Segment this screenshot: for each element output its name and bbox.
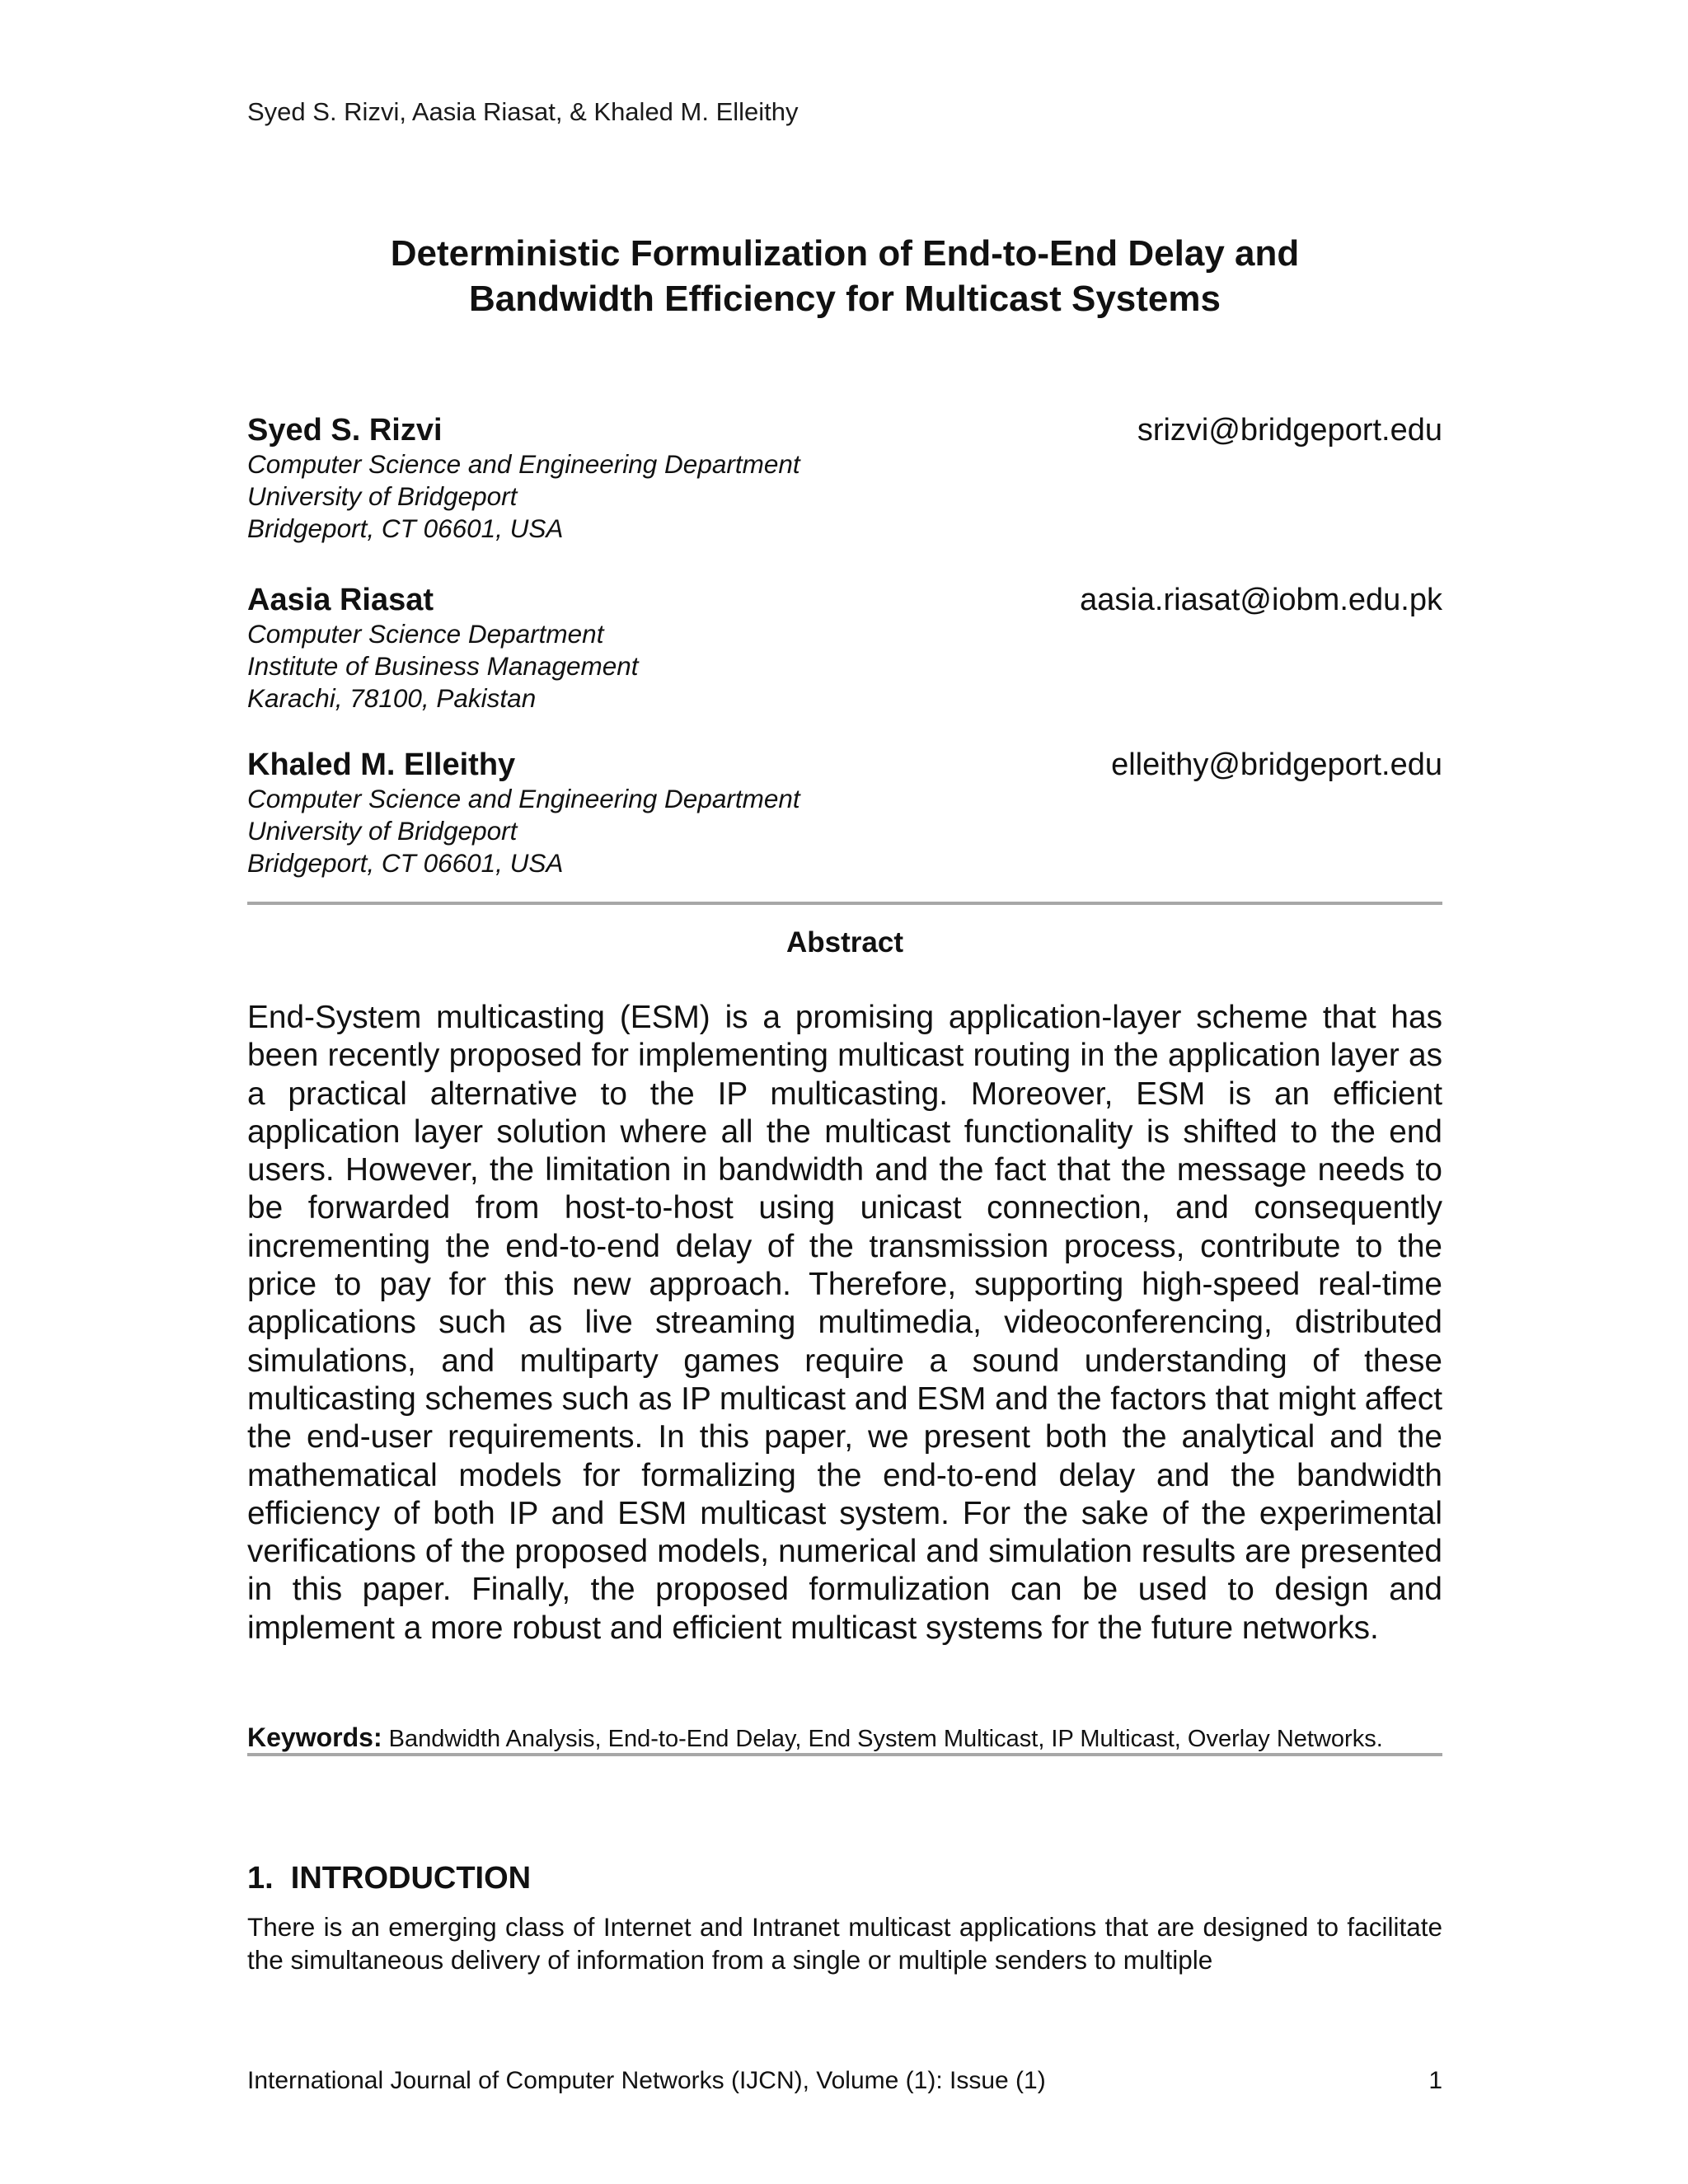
section-heading-introduction: 1. INTRODUCTION (247, 1861, 532, 1896)
keywords-text: Bandwidth Analysis, End-to-End Delay, End System Multicast, IP Multicast, Overlay Networks. (388, 1726, 1383, 1752)
footer-journal: International Journal of Computer Networks (IJCN), Volume (1): Issue (1) (247, 2067, 1046, 2094)
page-number: 1 (1428, 2067, 1442, 2094)
paper-title (247, 231, 1442, 321)
title-line-2: Bandwidth Efficiency for Multicast Systems (469, 279, 1221, 319)
author-name: Syed S. Rizvi (247, 413, 443, 448)
running-head: Syed S. Rizvi, Aasia Riasat, & Khaled M. Elleithy (247, 97, 799, 126)
author-block-2 (247, 582, 1442, 715)
author-block-1 (247, 412, 1442, 545)
author-location: Bridgeport, CT 06601, USA (247, 848, 564, 878)
author-name: Khaled M. Elleithy (247, 748, 516, 782)
author-institution: University of Bridgeport (247, 481, 518, 511)
abstract-body: End-System multicasting (ESM) is a promising application-layer scheme that has been recently proposed for implementing multicast routing in the application layer as a practical alternative to the IP multicasting. Moreover, ESM is an efficient application layer solution where all the multicast functionality is shifted to the end users. However, the limitation in bandwidth and the fact that the message needs to be forwarded from host-to-host using unicast connection, and consequently incrementing the end-to-end delay of the transmission process, contribute to the price to pay for this new approach. Therefore, supporting high-speed real-time applications such as live streaming multimedia, videoconferencing, distributed simulations, and multiparty games require a sound understanding of these multicasting schemes such as IP multicast and ESM and the factors that might affect the end-user requirements. In this paper, we present both the analytical and the mathematical models for formalizing the end-to-end delay and the bandwidth efficiency of both IP and ESM multicast system. For the sake of the experimental verifications of the proposed models, numerical and simulation results are presented in this paper. Finally, the proposed formulization can be used to design and implement a more robust and efficient multicast systems for the future networks. (247, 1000, 1442, 1646)
abstract-heading: Abstract (786, 926, 903, 958)
author-location: Karachi, 78100, Pakistan (247, 683, 537, 713)
author-block-3 (247, 747, 1442, 879)
author-institution: University of Bridgeport (247, 816, 518, 846)
author-email[interactable]: aasia.riasat@iobm.edu.pk (1080, 583, 1442, 617)
introduction-body: There is an emerging class of Internet and Intranet multicast applications that are designed to facilitate the simultaneous delivery of information from a single or multiple senders to multiple (247, 1912, 1442, 1975)
author-name: Aasia Riasat (247, 583, 434, 617)
author-institution: Institute of Business Management (247, 651, 639, 681)
divider-top (247, 902, 1442, 905)
author-email[interactable]: srizvi@bridgeport.edu (1137, 413, 1442, 448)
author-department: Computer Science and Engineering Department (247, 449, 800, 479)
author-location: Bridgeport, CT 06601, USA (247, 513, 564, 543)
author-email[interactable]: elleithy@bridgeport.edu (1111, 748, 1442, 782)
keywords (247, 1721, 1442, 1755)
divider-bottom (247, 1753, 1442, 1756)
title-line-1: Deterministic Formulization of End-to-End Delay and (390, 233, 1300, 274)
author-department: Computer Science Department (247, 619, 604, 649)
author-department: Computer Science and Engineering Department (247, 784, 800, 813)
keywords-label: Keywords: (247, 1722, 382, 1752)
